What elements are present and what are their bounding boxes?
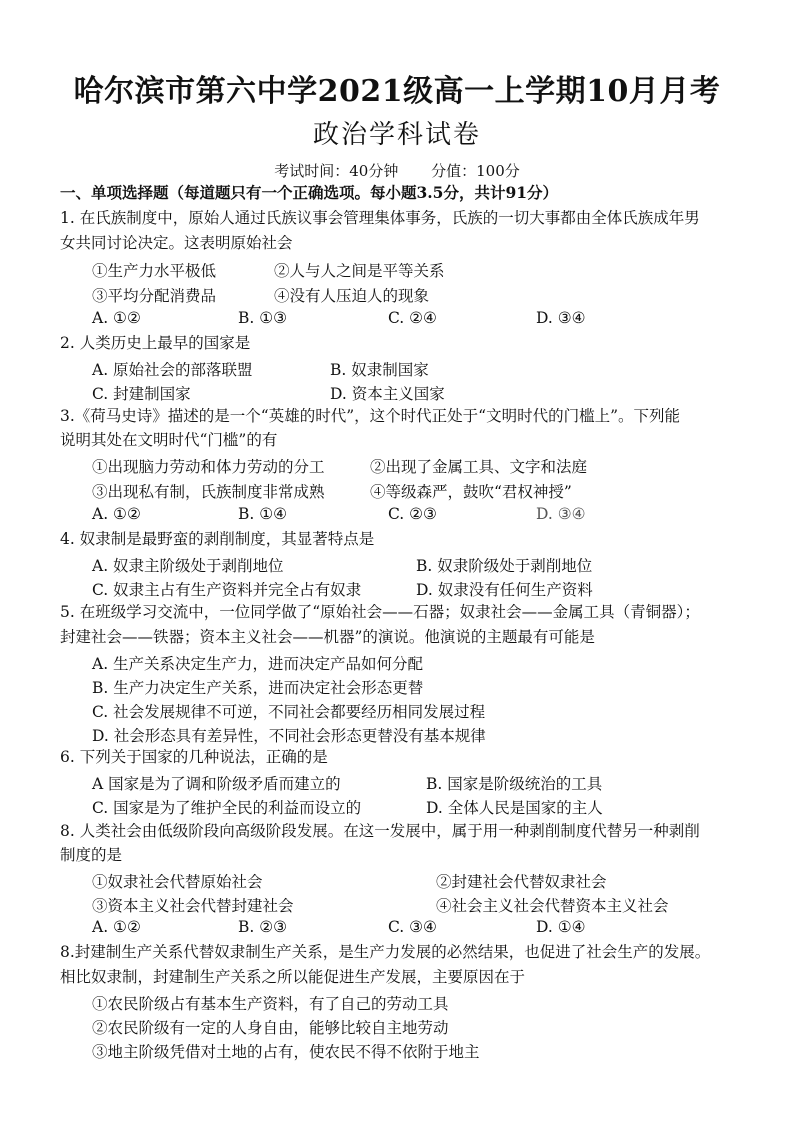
question-6-stem: 6. 下列关于国家的几种说法，正确的是 — [60, 748, 328, 766]
exam-score: 分值：100分 — [431, 162, 520, 180]
question-8-item-2: ②农民阶级有一定的人身自由，能够比较自主地劳动 — [92, 1019, 449, 1037]
question-3-option-a: A. ①② — [92, 505, 141, 523]
question-1-option-a: A. ①② — [92, 309, 141, 327]
question-5-option-a: A. 生产关系决定生产力，进而决定产品如何分配 — [92, 655, 424, 673]
question-4-option-c: C. 奴隶主占有生产资料并完全占有奴隶 — [92, 581, 362, 599]
question-4-option-d: D. 奴隶没有任何生产资料 — [416, 581, 593, 599]
question-3-option-c: C. ②③ — [388, 505, 437, 523]
question-3-stem-line-2: 说明其处在文明时代“门槛”的有 — [60, 431, 278, 449]
question-1-item-4: ④没有人压迫人的现象 — [274, 287, 430, 305]
question-2-option-c: C. 封建制国家 — [92, 385, 191, 403]
question-3-option-d: D. ③④ — [536, 505, 586, 523]
question-2-option-b: B. 奴隶制国家 — [330, 361, 429, 379]
question-6-option-d: D. 全体人民是国家的主人 — [426, 799, 603, 817]
question-1-option-c: C. ②④ — [388, 309, 437, 327]
question-7-item-1: ①奴隶社会代替原始社会 — [92, 873, 263, 891]
question-7-option-a: A. ①② — [92, 918, 141, 936]
question-2-option-a: A. 原始社会的部落联盟 — [92, 361, 253, 379]
question-5-option-c: C. 社会发展规律不可逆，不同社会都要经历相同发展过程 — [92, 703, 486, 721]
question-8-stem-line-1: 8.封建制生产关系代替奴隶制生产关系，是生产力发展的必然结果，也促进了社会生产的发展。 — [60, 943, 711, 961]
question-1-option-d: D. ③④ — [536, 309, 586, 327]
question-5-stem-line-2: 封建社会——铁器；资本主义社会——机器”的演说。他演说的主题最有可能是 — [60, 628, 595, 646]
question-3-item-3: ③出现私有制，氏族制度非常成熟 — [92, 483, 325, 501]
question-6-option-b: B. 国家是阶级统治的工具 — [426, 775, 603, 793]
exam-subtitle: 政治学科试卷 — [312, 120, 481, 150]
exam-meta — [0, 160, 794, 181]
question-3-item-1: ①出现脑力劳动和体力劳动的分工 — [92, 458, 325, 476]
question-3-option-b: B. ①④ — [238, 505, 288, 523]
question-8-item-1: ①农民阶级占有基本生产资料，有了自己的劳动工具 — [92, 995, 449, 1013]
question-1-item-1: ①生产力水平极低 — [92, 262, 217, 280]
question-8-item-3: ③地主阶级凭借对土地的占有，使农民不得不依附于地主 — [92, 1043, 480, 1061]
question-1-item-2: ②人与人之间是平等关系 — [274, 262, 445, 280]
question-3-item-2: ②出现了金属工具、文字和法庭 — [370, 458, 588, 476]
question-7-option-d: D. ①④ — [536, 918, 586, 936]
question-3-stem-line-1: 3.《荷马史诗》描述的是一个“英雄的时代”，这个时代正处于“文明时代的门槛上”。下列能 — [60, 407, 680, 425]
question-2-stem: 2. 人类历史上最早的国家是 — [60, 334, 251, 352]
question-2-option-d: D. 资本主义国家 — [330, 385, 445, 403]
question-4-stem: 4. 奴隶制是最野蛮的剥削制度，其显著特点是 — [60, 530, 375, 548]
question-1-item-3: ③平均分配消费品 — [92, 287, 217, 305]
question-5-option-b: B. 生产力决定生产关系，进而决定社会形态更替 — [92, 679, 424, 697]
question-4-option-b: B. 奴隶阶级处于剥削地位 — [416, 557, 593, 575]
question-7-option-b: B. ②③ — [238, 918, 288, 936]
question-8-stem-line-2: 相比奴隶制，封建制生产关系之所以能促进生产发展，主要原因在于 — [60, 968, 526, 986]
question-7-item-2: ②封建社会代替奴隶社会 — [436, 873, 607, 891]
question-7-stem-line-2: 制度的是 — [60, 846, 123, 864]
question-6-option-c: C. 国家是为了维护全民的利益而设立的 — [92, 799, 362, 817]
question-1-stem-line-2: 女共同讨论决定。这表明原始社会 — [60, 234, 293, 252]
question-7-option-c: C. ③④ — [388, 918, 437, 936]
exam-title: 哈尔滨市第六中学2021级高一上学期10月月考 — [73, 74, 721, 109]
question-7-item-3: ③资本主义社会代替封建社会 — [92, 897, 294, 915]
question-1-option-b: B. ①③ — [238, 309, 288, 327]
question-1-stem-line-1: 1. 在氏族制度中，原始人通过氏族议事会管理集体事务，氏族的一切大事都由全体氏族成年男 — [60, 209, 700, 227]
section-heading: 一、单项选择题（每道题只有一个正确选项。每小题3.5分，共计91分） — [60, 183, 559, 202]
question-7-stem-line-1: 8. 人类社会由低级阶段向高级阶段发展。在这一发展中，属于用一种剥削制度代替另一种剥削 — [60, 822, 700, 840]
question-6-option-a: A 国家是为了调和阶级矛盾而建立的 — [92, 775, 341, 793]
question-3-item-4: ④等级森严，鼓吹“君权神授” — [370, 483, 572, 501]
exam-time: 考试时间：40分钟 — [274, 162, 399, 180]
question-5-option-d: D. 社会形态具有差异性，不同社会形态更替没有基本规律 — [92, 727, 486, 745]
question-5-stem-line-1: 5. 在班级学习交流中，一位同学做了“原始社会——石器；奴隶社会——金属工具（青铜器）； — [60, 603, 700, 621]
question-4-option-a: A. 奴隶主阶级处于剥削地位 — [92, 557, 284, 575]
question-7-item-4: ④社会主义社会代替资本主义社会 — [436, 897, 669, 915]
